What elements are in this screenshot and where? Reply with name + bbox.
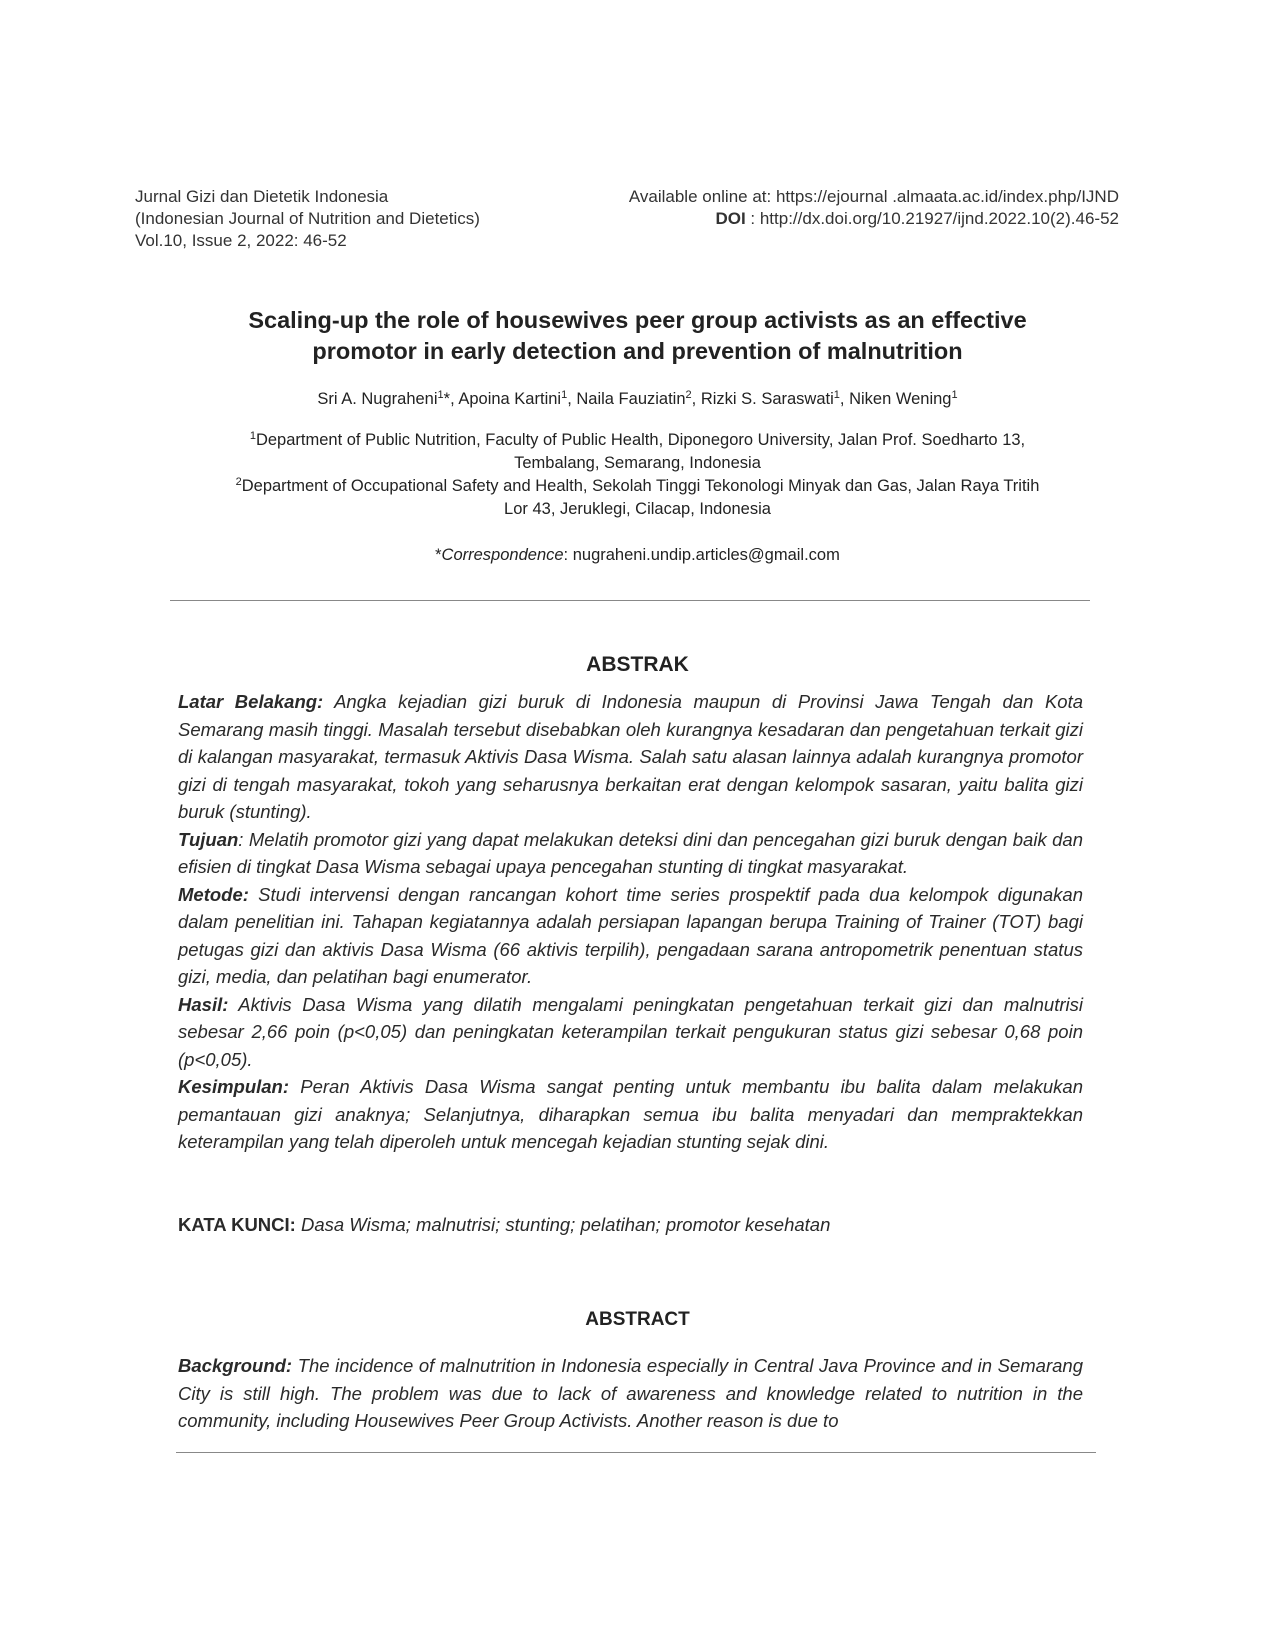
correspondence-asterisk: * <box>435 546 442 564</box>
keywords-label: KATA KUNCI: <box>178 1214 296 1235</box>
author-separator: , <box>567 390 577 408</box>
abstrak-paragraph <box>178 1073 1083 1156</box>
affiliation-text: Department of Public Nutrition, Faculty of Public Health, Diponegoro University, Jalan Prof. Soedharto 13, <box>255 431 1026 449</box>
affiliation-1-line-2: Tembalang, Semarang, Indonesia <box>514 454 761 472</box>
paragraph-text: Angka kejadian gizi buruk di Indonesia maupun di Provinsi Jawa Tengah dan Kota Semarang masih tinggi. Masalah tersebut disebabkan oleh kurangnya kesadaran dan pengetahuan terkait gizi di kalangan masyarakat, termasuk Aktivis Dasa Wisma. Salah satu alasan lainnya adalah kurangnya promotor gizi di tengah masyarakat, tokoh yang seharusnya berkaitan erat dengan kelompok sasaran, yaitu balita gizi buruk (stunting). <box>178 691 1083 822</box>
paragraph-text: : Melatih promotor gizi yang dapat melakukan deteksi dini dan pencegahan gizi buruk dengan baik dan efisien di tingkat Dasa Wisma sebagai upaya pencegahan stunting di tingkat masyarakat. <box>178 828 1083 877</box>
author-separator: , <box>691 390 701 408</box>
author-name: Naila Fauziatin <box>576 390 686 408</box>
author-affiliation-mark: 1 <box>951 389 958 401</box>
doi-line <box>629 208 1119 230</box>
paragraph-label: Tujuan <box>178 828 239 850</box>
affiliations <box>130 429 1145 521</box>
paragraph-label: Background: <box>178 1355 293 1376</box>
journal-name: Jurnal Gizi dan Dietetik Indonesia <box>135 187 389 206</box>
affiliation-1-line-1 <box>130 429 1145 452</box>
author-separator: *, <box>443 390 459 408</box>
doi-label: DOI <box>715 209 746 228</box>
author-affiliation-mark: 1 <box>561 389 568 401</box>
divider-top <box>170 600 1090 601</box>
affiliation-text: Department of Occupational Safety and Health, Sekolah Tinggi Tekonologi Minyak dan Gas, Jalan Raya Tritih <box>241 477 1040 495</box>
author-name: Sri A. Nugraheni <box>317 390 438 408</box>
journal-english-name: (Indonesian Journal of Nutrition and Dietetics) <box>135 209 480 228</box>
paragraph-label: Latar Belakang: <box>178 691 324 712</box>
abstrak-paragraph <box>178 881 1083 991</box>
author-affiliation-mark: 2 <box>685 389 692 401</box>
doi-link[interactable]: : http://dx.doi.org/10.21927/ijnd.2022.10(2).46-52 <box>745 209 1119 228</box>
author-separator: , <box>839 390 850 408</box>
affiliation-2-line-2: Lor 43, Jeruklegi, Cilacap, Indonesia <box>504 500 771 518</box>
journal-info <box>135 186 480 252</box>
abstrak-paragraph <box>178 688 1083 826</box>
keywords-text: Dasa Wisma; malnutrisi; stunting; pelatihan; promotor kesehatan <box>295 1214 831 1235</box>
abstrak-heading: ABSTRAK <box>586 653 689 676</box>
paragraph-label: Hasil: <box>178 993 229 1015</box>
paragraph-text: Peran Aktivis Dasa Wisma sangat penting untuk membantu ibu balita dalam melakukan pemantauan gizi anaknya; Selanjutnya, diharapkan semua ibu balita menyadari dan mempraktekkan keterampilan yang telah diperoleh untuk mencegah kejadian stunting sejak dini. <box>178 1076 1083 1152</box>
keywords <box>178 1212 830 1238</box>
abstrak-paragraph <box>178 991 1083 1074</box>
paper-title <box>150 305 1125 367</box>
affiliation-mark: 2 <box>235 476 242 488</box>
paragraph-text: Studi intervensi dengan rancangan kohort time series prospektif pada dua kelompok digunakan dalam penelitian ini. Tahapan kegiatannya adalah persiapan lapangan berupa Training of Trainer (TOT) bagi petugas gizi dan aktivis Dasa Wisma (66 aktivis terpilih), pengadaan sarana antropometrik penentuan status gizi, media, dan pelatihan bagi enumerator. <box>178 883 1083 987</box>
abstract-body <box>178 1352 1083 1435</box>
abstrak-body <box>178 688 1083 1156</box>
author-name: Apoina Kartini <box>458 390 562 408</box>
publication-info <box>629 186 1119 230</box>
correspondence <box>150 544 1125 566</box>
abstract-heading: ABSTRACT <box>585 1309 690 1330</box>
paragraph-text: The incidence of malnutrition in Indonesia especially in Central Java Province and in Semarang City is still high. The problem was due to lack of awareness and knowledge related to nutrition in the community, including Housewives Peer Group Activists. Another reason is due to <box>178 1355 1083 1431</box>
paper-title-line-2: promotor in early detection and prevention of malnutrition <box>312 338 963 364</box>
author-name: Rizki S. Saraswati <box>700 390 834 408</box>
author-affiliation-mark: 1 <box>833 389 840 401</box>
journal-volume: Vol.10, Issue 2, 2022: 46-52 <box>135 231 347 250</box>
paragraph-label: Kesimpulan: <box>178 1076 290 1097</box>
affiliation-2-line-1 <box>130 475 1145 498</box>
abstract-paragraph <box>178 1352 1083 1435</box>
author-affiliation-mark: 1 <box>437 389 444 401</box>
correspondence-email[interactable]: : nugraheni.undip.articles@gmail.com <box>563 546 840 564</box>
affiliation-mark: 1 <box>249 430 256 442</box>
available-online-link[interactable]: Available online at: https://ejournal .almaata.ac.id/index.php/IJND <box>628 187 1119 206</box>
paper-title-line-1: Scaling-up the role of housewives peer group activists as an effective <box>248 307 1027 333</box>
correspondence-label: Correspondence <box>441 546 564 564</box>
author-name: Niken Wening <box>849 390 952 408</box>
paragraph-label: Metode: <box>178 883 249 905</box>
author-list <box>150 388 1125 410</box>
divider-bottom <box>176 1452 1096 1453</box>
abstrak-paragraph <box>178 826 1083 881</box>
paragraph-text: Aktivis Dasa Wisma yang dilatih mengalami peningkatan pengetahuan terkait gizi dan malnutrisi sebesar 2,66 poin (p<0,05) dan peningkatan keterampilan terkait pengukuran status gizi sebesar 0,68 poin (p<0,05). <box>178 993 1083 1070</box>
